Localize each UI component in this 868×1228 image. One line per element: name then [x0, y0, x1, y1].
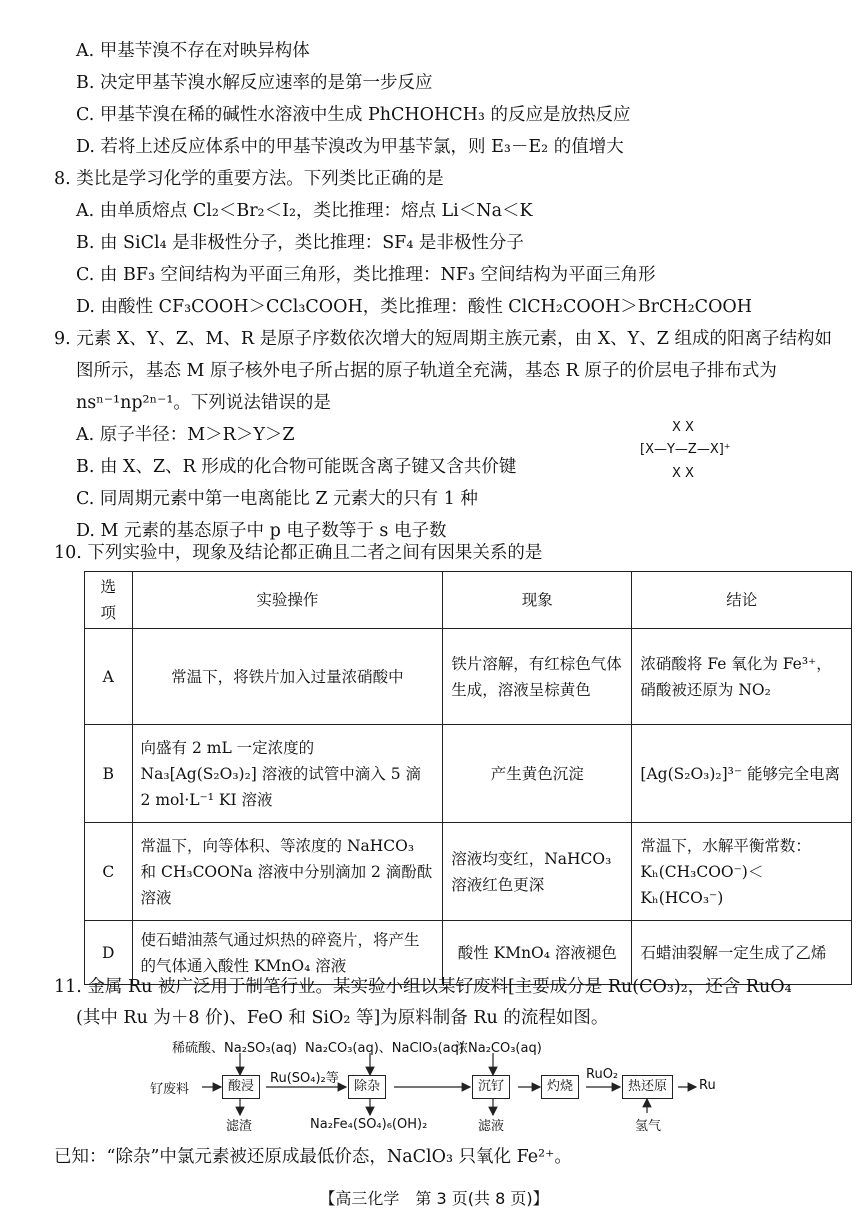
row-operation: 使石蜡油蒸气通过炽热的碎瓷片，将产生的气体通入酸性 KMnO₄ 溶液 [132, 921, 443, 985]
q11-stem-line-1: 11. 金属 Ru 被广泛用于制笔行业。某实验小组以某钌废料[主要成分是 Ru(CO₃)₂，还含 RuO₄ [54, 977, 792, 997]
row-conclusion: 常温下，水解平衡常数：Kₕ(CH₃COO⁻)＜Kₕ(HCO₃⁻) [632, 823, 852, 921]
table-row [85, 725, 852, 823]
header-operation: 实验操作 [132, 572, 443, 629]
row-operation: 常温下，将铁片加入过量浓硝酸中 [132, 629, 443, 725]
q7-option-b: B. 决定甲基苄溴水解反应速率的是第一步反应 [76, 73, 433, 93]
row-conclusion: 石蜡油裂解一定生成了乙烯 [632, 921, 852, 985]
q8-option-c: C. 由 BF₃ 空间结构为平面三角形，类比推理：NF₃ 空间结构为平面三角形 [76, 265, 656, 285]
header-phenomenon: 现象 [443, 572, 632, 629]
q9-stem-line-3: nsⁿ⁻¹np²ⁿ⁻¹。下列说法错误的是 [76, 393, 331, 413]
row-phenomenon: 酸性 KMnO₄ 溶液褪色 [443, 921, 632, 985]
q8-option-a: A. 由单质熔点 Cl₂＜Br₂＜I₂，类比推理：熔点 Li＜Na＜K [76, 201, 533, 221]
flow-end-label: Ru [699, 1078, 716, 1093]
q7-option-a: A. 甲基苄溴不存在对映异构体 [76, 41, 310, 61]
q9-option-c: C. 同周期元素中第一电离能比 Z 元素大的只有 1 种 [76, 489, 478, 509]
q7-option-c: C. 甲基苄溴在稀的碱性水溶液中生成 PhCHOHCH₃ 的反应是放热反应 [76, 105, 631, 125]
q9-stem-line-1: 9. 元素 X、Y、Z、M、R 是原子序数依次增大的短周期主族元素，由 X、Y、Z 组成的阳离子结构如 [54, 329, 832, 349]
flow-step1-input: 稀硫酸、Na₂SO₃(aq) [172, 1041, 297, 1056]
header-option: 选项 [85, 572, 133, 629]
row-phenomenon: 溶液均变红，NaHCO₃ 溶液红色更深 [443, 823, 632, 921]
flow-step5-input: 氢气 [635, 1119, 662, 1134]
structure-main-chain: [X—Y—Z—X]⁺ [640, 442, 731, 457]
flow-step3-output: 滤液 [478, 1119, 505, 1134]
flow-step-ru-precipitation: 沉钌 [472, 1075, 510, 1099]
q9-option-d: D. M 元素的基态原子中 p 电子数等于 s 电子数 [76, 521, 447, 541]
structure-top-atoms: X X [672, 420, 694, 435]
row-option: B [85, 725, 133, 823]
flow-step1-output: 滤渣 [226, 1119, 253, 1134]
q11-stem-line-2: (其中 Ru 为＋8 价)、FeO 和 SiO₂ 等]为原料制备 Ru 的流程如图。 [76, 1008, 609, 1028]
page-footer: 【高三化学 第 3 页(共 8 页)】 [319, 1189, 549, 1208]
structure-bottom-atoms: X X [672, 466, 694, 481]
row-conclusion: [Ag(S₂O₃)₂]³⁻ 能够完全电离 [632, 725, 852, 823]
q8-option-b: B. 由 SiCl₄ 是非极性分子，类比推理：SF₄ 是非极性分子 [76, 233, 524, 253]
row-option: A [85, 629, 133, 725]
q9-option-b: B. 由 X、Z、R 形成的化合物可能既含离子键又含共价键 [76, 457, 517, 477]
row-phenomenon: 铁片溶解，有红棕色气体生成，溶液呈棕黄色 [443, 629, 632, 725]
q9-stem-line-2: 图所示，基态 M 原子核外电子所占据的原子轨道全充满，基态 R 原子的价层电子排布式为 [76, 361, 777, 381]
row-operation: 常温下，向等体积、等浓度的 NaHCO₃ 和 CH₃COONa 溶液中分别滴加 2 滴酚酞溶液 [132, 823, 443, 921]
cation-structure-diagram [640, 420, 770, 482]
row-option: C [85, 823, 133, 921]
q7-option-d: D. 若将上述反应体系中的甲基苄溴改为甲基苄氯，则 E₃－E₂ 的值增大 [76, 137, 624, 157]
row-operation: 向盛有 2 mL 一定浓度的 Na₃[Ag(S₂O₃)₂] 溶液的试管中滴入 5 滴 2 mol·L⁻¹ KI 溶液 [132, 725, 443, 823]
flow-step3-input: 浓Na₂CO₃(aq) [455, 1041, 542, 1056]
q10-stem: 10. 下列实验中，现象及结论都正确且二者之间有因果关系的是 [54, 543, 543, 563]
flow-step-calcination: 灼烧 [541, 1075, 579, 1099]
row-phenomenon: 产生黄色沉淀 [443, 725, 632, 823]
table-header-row [85, 572, 852, 629]
flow-intermediate-2: RuO₂ [586, 1067, 619, 1082]
process-flow-diagram [150, 1035, 730, 1135]
table-row [85, 921, 852, 985]
flow-start-label: 钌废料 [150, 1082, 190, 1097]
flow-intermediate-1: Ru(SO₄)₂等 [270, 1071, 339, 1086]
experiment-table [84, 571, 852, 985]
row-conclusion: 浓硝酸将 Fe 氧化为 Fe³⁺，硝酸被还原为 NO₂ [632, 629, 852, 725]
table-row [85, 823, 852, 921]
q8-stem: 8. 类比是学习化学的重要方法。下列类比正确的是 [54, 169, 444, 189]
q11-note: 已知：“除杂”中氯元素被还原成最低价态，NaClO₃ 只氧化 Fe²⁺。 [54, 1147, 572, 1167]
q9-option-a: A. 原子半径：M＞R＞Y＞Z [76, 425, 295, 445]
header-conclusion: 结论 [632, 572, 852, 629]
flow-step2-output: Na₂Fe₄(SO₄)₆(OH)₂ [310, 1117, 428, 1132]
flow-step-thermal-reduction: 热还原 [622, 1075, 673, 1099]
flow-step-impurity-removal: 除杂 [348, 1075, 386, 1099]
row-option: D [85, 921, 133, 985]
flow-step2-input: Na₂CO₃(aq)、NaClO₃(aq) [305, 1041, 464, 1056]
table-row [85, 629, 852, 725]
flow-step-acid-leach: 酸浸 [222, 1075, 260, 1099]
q8-option-d: D. 由酸性 CF₃COOH＞CCl₃COOH，类比推理：酸性 ClCH₂COOH＞BrCH₂COOH [76, 297, 753, 317]
